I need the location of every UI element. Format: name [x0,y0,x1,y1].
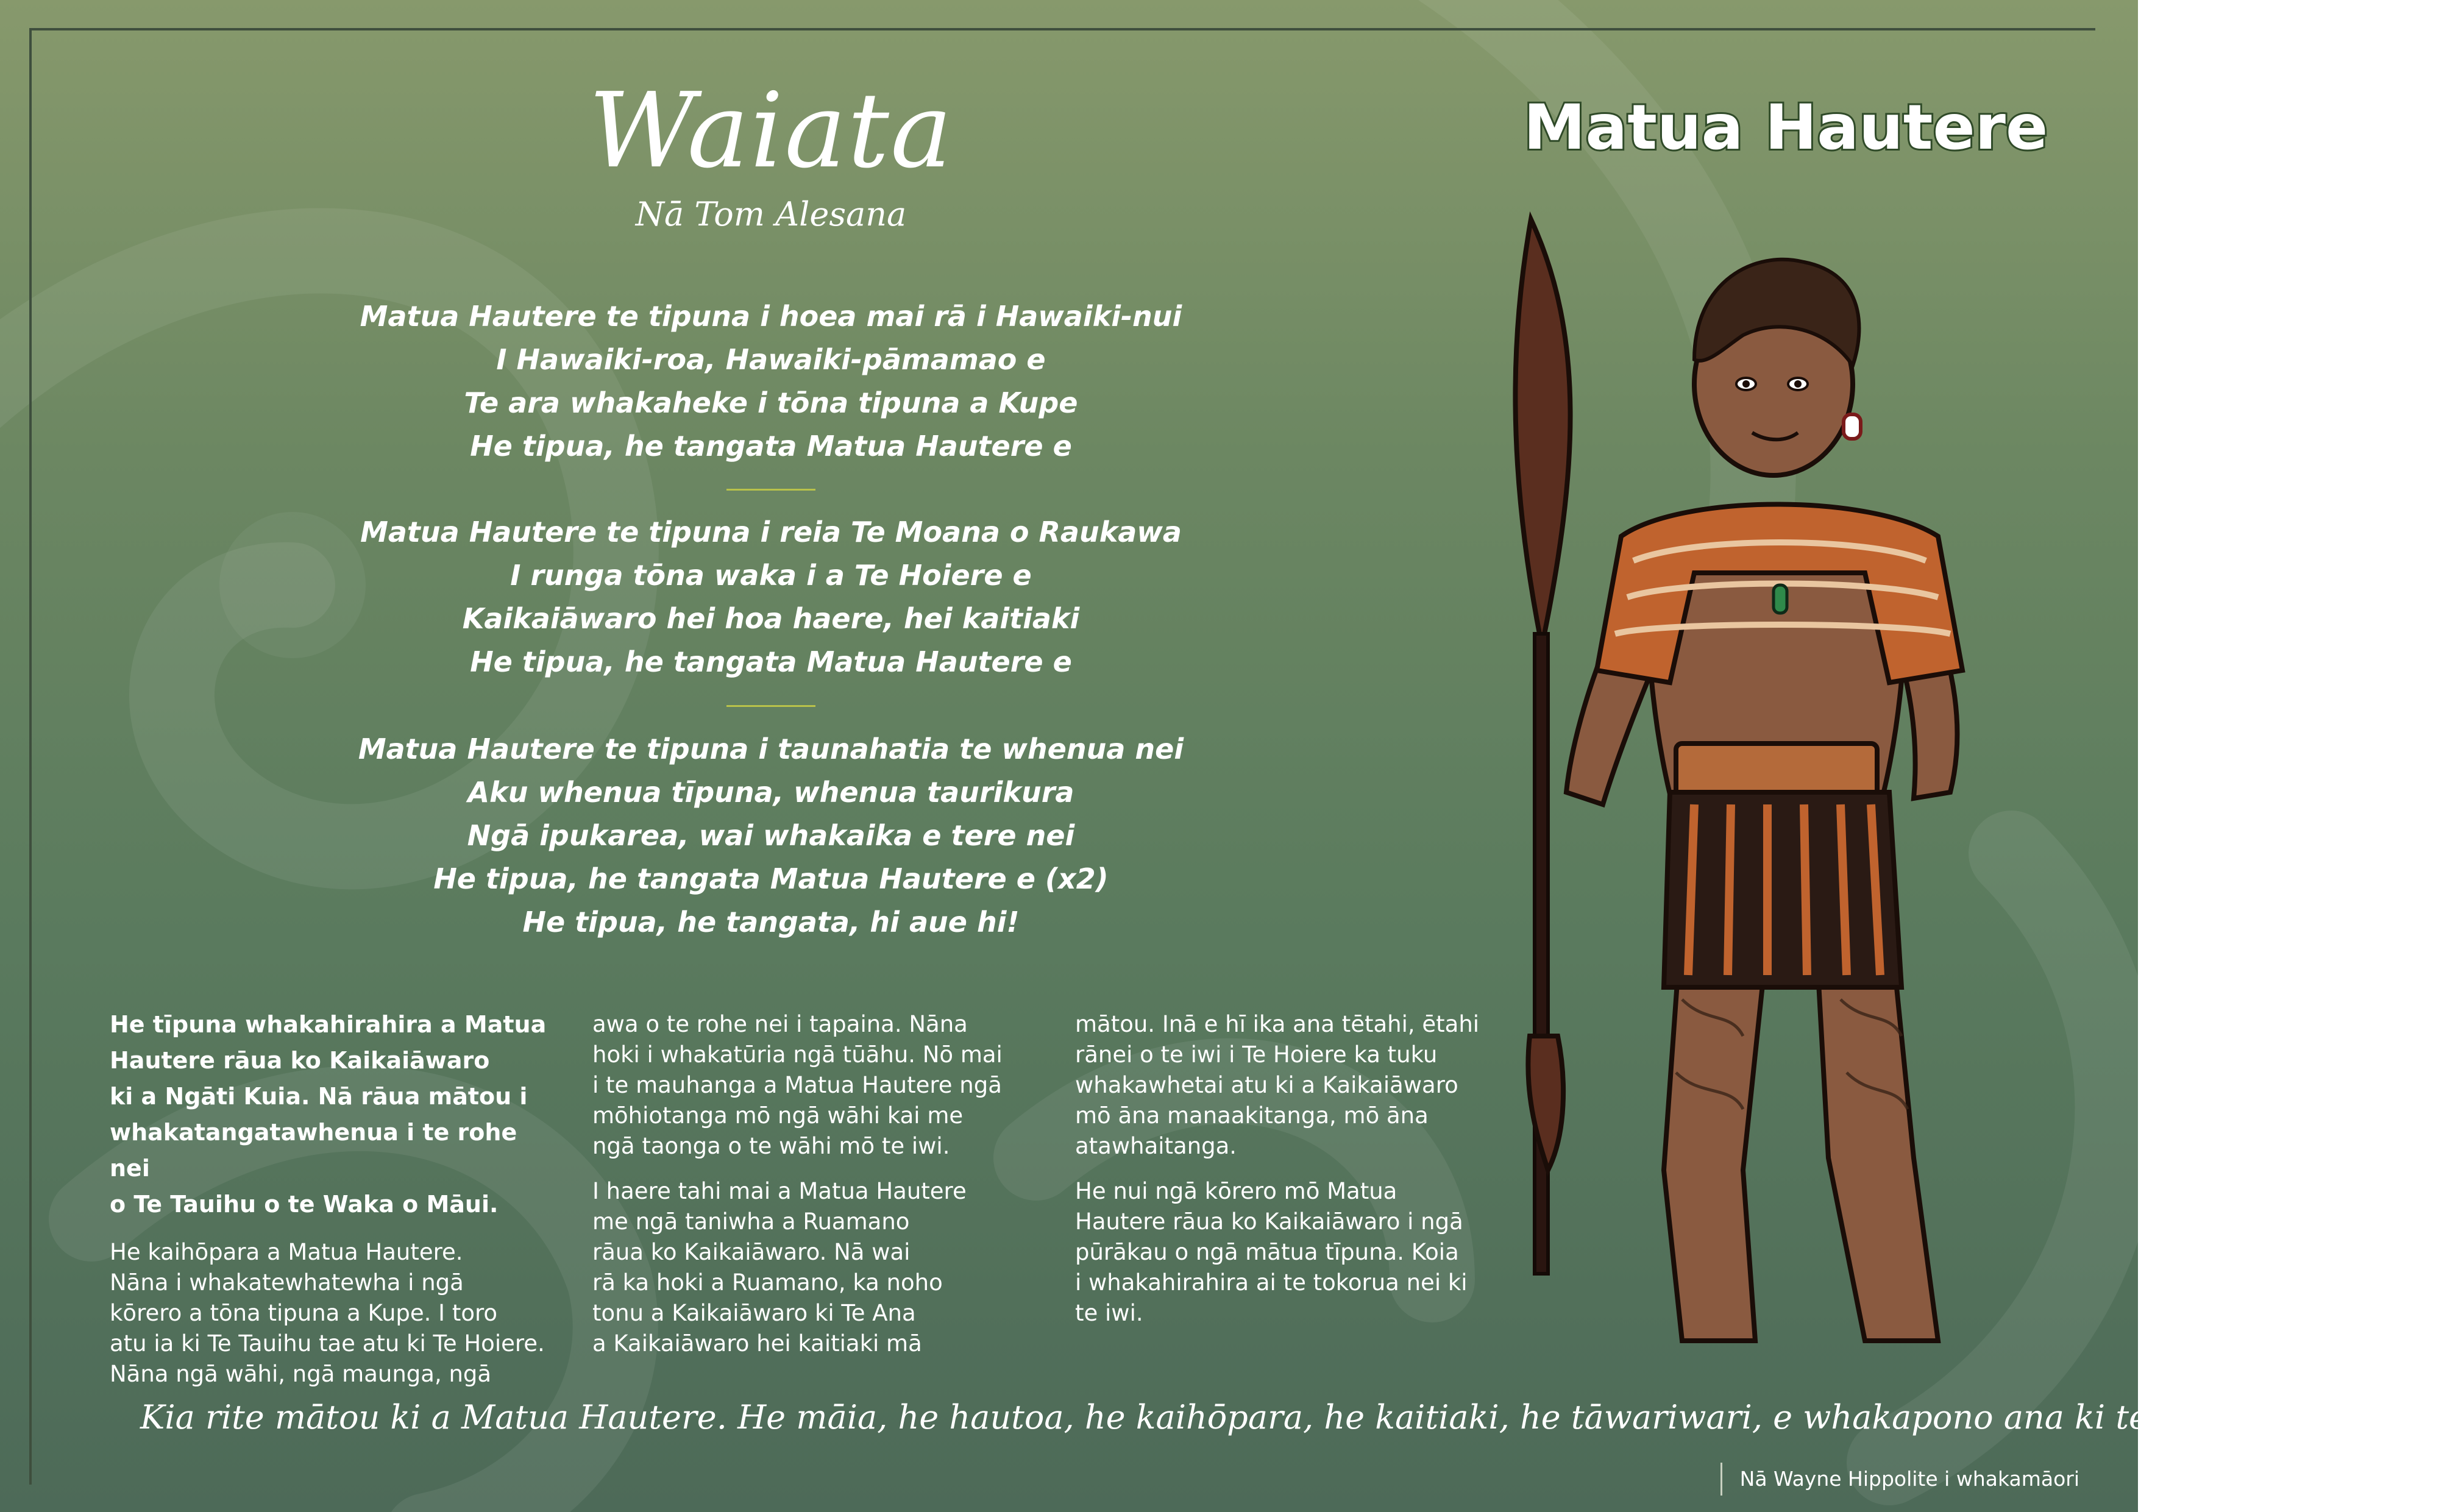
verse-line: Kaikaiāwaro hei hoa haere, hei kaitiaki [462,602,1080,635]
verse-line: He tipua, he tangata Matua Hautere e [470,645,1072,678]
waiata-title: Waiata [588,71,954,191]
story-lead: He tīpuna whakahirahira a Matua Hautere rāua ko Kaikaiāwaro ki a Ngāti Kuia. Nā rāua mātou i whakatangatawhenua i te rohe nei o Te Tauihu o te Waka o Māui. [110,1011,547,1218]
story-column-2 [592,1009,1056,1374]
story-paragraph: He kaihōpara a Matua Hautere. Nāna i whakatewhatewha i ngā kōrero a tōna tipuna a Kupe. I toro atu ia ki Te Tauihu tae atu ki Te Hoiere. Nāna ngā wāhi, ngā maunga, ngā [110,1239,545,1387]
verse-separator [726,489,815,491]
credit-divider [1720,1463,1722,1496]
verse-line: Matua Hautere te tipuna i hoea mai rā i Hawaiki-nui [360,300,1182,333]
verse-line: Ngā ipukarea, wai whakaika e tere nei [467,819,1075,852]
verse-3 [341,728,1201,944]
verse-line: I Hawaiki-roa, Hawaiki-pāmamao e [496,343,1046,376]
story-paragraph: He nui ngā kōrero mō Matua Hautere rāua ko Kaikaiāwaro i ngā pūrākau o ngā mātua tīpuna. Koia i whakahirahira ai te tokorua nei ki te iwi. [1075,1178,1468,1326]
verse-line: I runga tōna waka i a Te Hoiere e [510,559,1032,592]
story-paragraph: awa o te rohe nei i tapaina. Nāna hoki i whakatūria ngā tūāhu. Nō mai i te mauhanga a Matua Hautere ngā mōhiotanga mō ngā wāhi kai me ngā taonga o te wāhi mō te iwi. [592,1011,1003,1159]
verse-2 [341,511,1201,684]
story-paragraph: mātou. Inā e hī ika ana tētahi, ētahi rānei o te iwi i Te Hoiere ka tuku whakawhetai atu ki a Kaikaiāwaro mō āna manaakitanga, mō āna atawhaitanga. [1075,1011,1480,1159]
verse-line: Te ara whakaheke i tōna tipuna a Kupe [464,386,1078,419]
warrior-illustration [1499,207,2084,1365]
verse-separator [726,705,815,707]
verse-line: Matua Hautere te tipuna i reia Te Moana o Raukawa [360,516,1182,548]
verse-line: He tipua, he tangata Matua Hautere e [470,430,1072,463]
story-column-3 [1075,1009,1514,1343]
paddle-icon [1515,219,1570,1274]
verse-line: He tipua, he tangata, hi aue hi! [522,906,1020,939]
motto-text: Kia rite mātou ki a Matua Hautere. He māia, he hautoa, he kaihōpara, he kaitiaki, he tāwariwari, e whakapono ana ki te ahurea o tana iwi [140,1398,2450,1436]
story-column-1 [110,1007,561,1404]
story-paragraph: I haere tahi mai a Matua Hautere me ngā taniwha a Ruamano rāua ko Kaikaiāwaro. Nā wai rā ka hoki a Ruamano, ka noho tonu a Kaikaiāwaro ki Te Ana a Kaikaiāwaro hei kaitiaki mā [592,1178,967,1357]
verse-line: Aku whenua tīpuna, whenua taurikura [467,776,1074,809]
frame-line-left [29,28,32,1485]
waiata-author: Nā Tom Alesana [635,195,907,233]
translator-credit: Nā Wayne Hippolite i whakamāori [1739,1467,2079,1491]
hero-title: Matua Hautere [1523,91,2048,164]
frame-line-top [29,28,2095,30]
verse-line: He tipua, he tangata Matua Hautere e (x2) [433,862,1109,895]
verse-line: Matua Hautere te tipuna i taunahatia te whenua nei [358,733,1184,765]
verse-1 [341,295,1201,468]
